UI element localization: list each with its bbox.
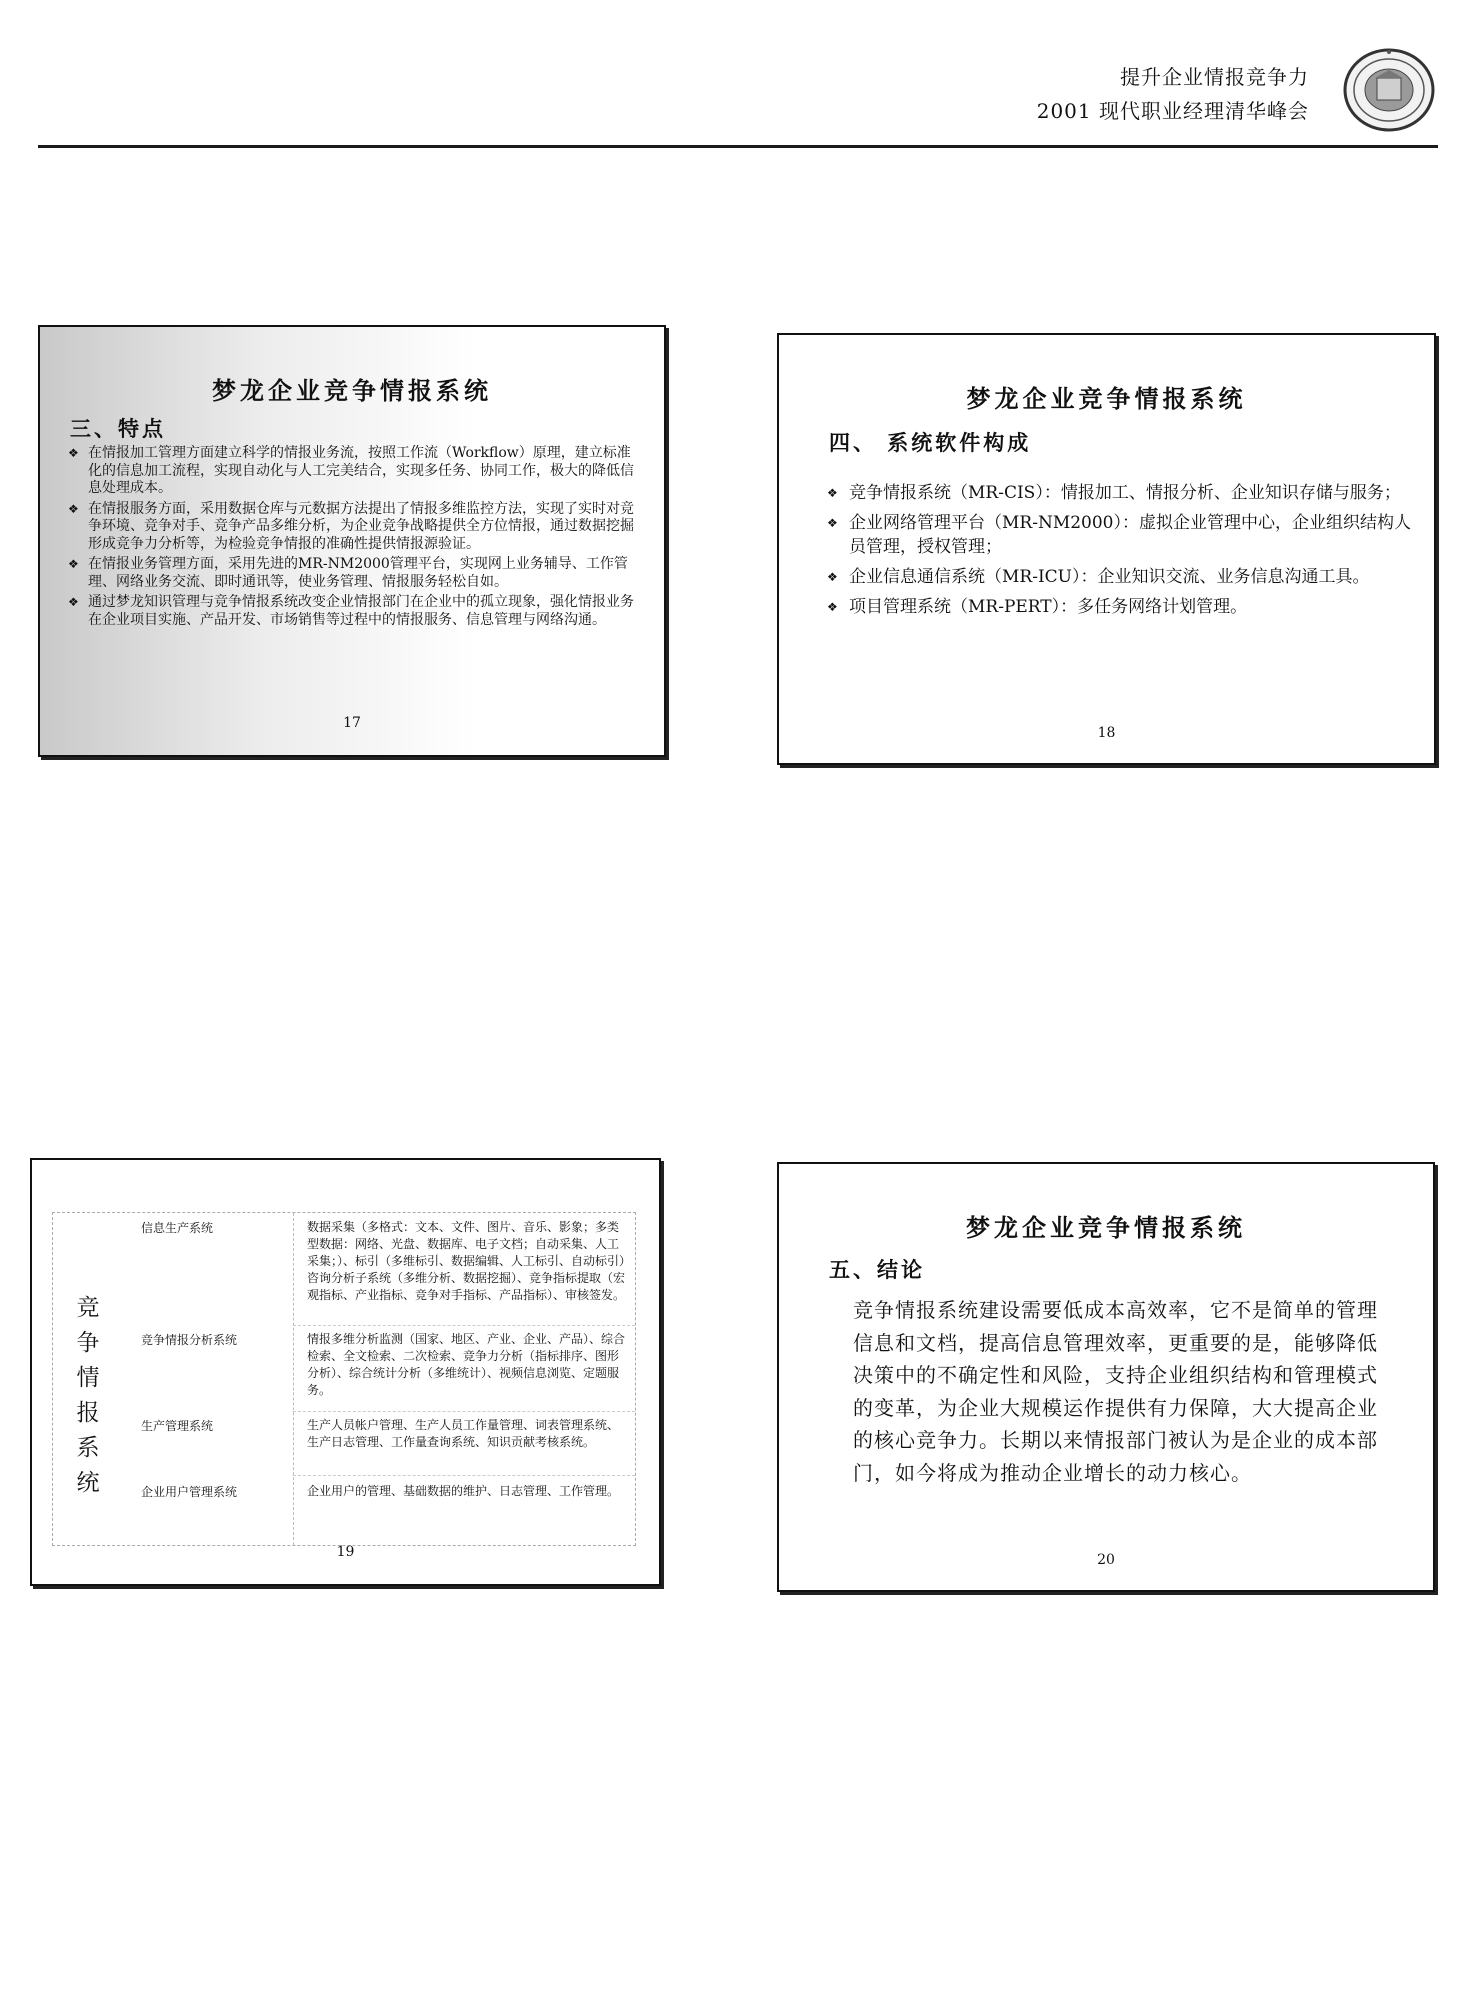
bullet-text: 企业信息通信系统（MR-ICU）：企业知识交流、业务信息沟通工具。 (849, 567, 1370, 587)
system-table (52, 1212, 636, 1546)
row-divider (293, 1325, 635, 1326)
diamond-bullet-icon: ❖ (827, 516, 838, 530)
bullet-list (68, 445, 638, 632)
slide-number: 19 (336, 1544, 355, 1560)
bullet-list (827, 481, 1427, 625)
diamond-bullet-icon: ❖ (827, 600, 838, 614)
system-description: 情报多维分析监测（国家、地区、产业、企业、产品）、综合检索、全文检索、二次检索、竞争力分析（指标排序、图形分析）、综合统计分析（多维统计）、视频信息浏览、定题服务。 (307, 1332, 626, 1397)
slide-17 (38, 325, 666, 757)
conclusion-text: 竞争情报系统建设需要低成本高效率，它不是简单的管理信息和文档，提高信息管理效率，更重要的是，能够降低决策中的不确定性和风险，支持企业组织结构和管理模式的变革，为企业大规模运作提供有力保障，大大提高企业的核心竞争力。长期以来情报部门被认为是企业的成本部门，如今将成为推动企业增长的动力核心。 (853, 1298, 1378, 1485)
diamond-bullet-icon: ❖ (68, 595, 79, 609)
slide-title: 梦龙企业竞争情报系统 (966, 384, 1247, 413)
list-item (68, 501, 638, 554)
section-heading: 四、 系统软件构成 (829, 430, 1032, 455)
list-item (827, 595, 1427, 619)
diamond-bullet-icon: ❖ (68, 446, 79, 460)
section-heading: 三、特点 (70, 416, 166, 441)
section-heading: 五、结论 (829, 1257, 925, 1282)
bullet-text: 项目管理系统（MR-PERT）：多任务网络计划管理。 (849, 597, 1248, 617)
slide-number: 17 (343, 715, 361, 731)
university-seal-icon (1343, 48, 1435, 132)
system-description: 企业用户的管理、基础数据的维护、日志管理、工作管理。 (307, 1484, 620, 1498)
bullet-text: 在情报业务管理方面，采用先进的MR-NM2000管理平台，实现网上业务辅导、工作管理、网络业务交流、即时通讯等，使业务管理、情报服务轻松自如。 (88, 556, 628, 590)
system-description: 数据采集（多格式：文本、文件、图片、音乐、影象；多类型数据：网络、光盘、数据库、电子文档；自动采集、人工采集；）、标引（多维标引、数据编辑、人工标引、自动标引）咨询分析子系统（多维分析、数据挖掘）、竞争指标提取（宏观指标、产业指标、竞争对手指标、产品指标）、审核签发。 (307, 1220, 626, 1302)
page-header-title: 提升企业情报竞争力 (1120, 65, 1309, 89)
bullet-text: 企业网络管理平台（MR-NM2000）：虚拟企业管理中心，企业组织结构人员管理，授权管理； (849, 513, 1411, 557)
list-item (68, 445, 638, 498)
diamond-bullet-icon: ❖ (827, 486, 838, 500)
slide-18 (777, 333, 1436, 765)
system-name: 信息生产系统 (141, 1221, 214, 1235)
bullet-text: 在情报服务方面，采用数据仓库与元数据方法提出了情报多维监控方法，实现了实时对竞争环境、竞争对手、竞争产品多维分析，为企业竞争战略提供全方位情报，通过数据挖掘形成竞争力分析等，为检验竞争情报的准确性提供情报源验证。 (88, 500, 634, 552)
slide-number: 20 (1097, 1552, 1115, 1568)
list-item (827, 511, 1427, 559)
list-item (827, 565, 1427, 589)
slide-20 (777, 1162, 1435, 1592)
page-header-subtitle: 2001 现代职业经理清华峰会 (1036, 99, 1309, 123)
slide-number: 18 (1097, 725, 1116, 741)
column-divider (293, 1213, 294, 1545)
system-description: 生产人员帐户管理、生产人员工作量管理、词表管理系统、生产日志管理、工作量查询系统、知识贡献考核系统。 (307, 1418, 620, 1449)
diamond-bullet-icon: ❖ (827, 570, 838, 584)
system-name: 生产管理系统 (141, 1419, 214, 1433)
row-divider (293, 1411, 635, 1412)
slide-title: 梦龙企业竞争情报系统 (966, 1213, 1246, 1242)
list-item (827, 481, 1427, 505)
list-item (68, 594, 638, 629)
slide-19 (30, 1158, 661, 1586)
vertical-title: 竞争情报系统 (76, 1295, 100, 1496)
header-divider (38, 145, 1438, 148)
diamond-bullet-icon: ❖ (68, 501, 79, 516)
slide-title: 梦龙企业竞争情报系统 (212, 376, 492, 405)
system-name: 企业用户管理系统 (141, 1485, 238, 1499)
list-item (68, 556, 638, 591)
bullet-text: 通过梦龙知识管理与竞争情报系统改变企业情报部门在企业中的孤立现象，强化情报业务在企业项目实施、产品开发、市场销售等过程中的情报服务、信息管理与网络沟通。 (88, 594, 634, 628)
bullet-text: 竞争情报系统（MR-CIS）：情报加工、情报分析、企业知识存储与服务； (849, 483, 1401, 503)
system-name: 竞争情报分析系统 (141, 1333, 238, 1347)
bullet-text: 在情报加工管理方面建立科学的情报业务流，按照工作流（Workflow）原理，建立标准化的信息加工流程，实现自动化与人工完美结合，实现多任务、协同工作，极大的降低信息处理成本。 (88, 445, 634, 496)
row-divider (293, 1475, 635, 1476)
diamond-bullet-icon: ❖ (68, 557, 79, 571)
